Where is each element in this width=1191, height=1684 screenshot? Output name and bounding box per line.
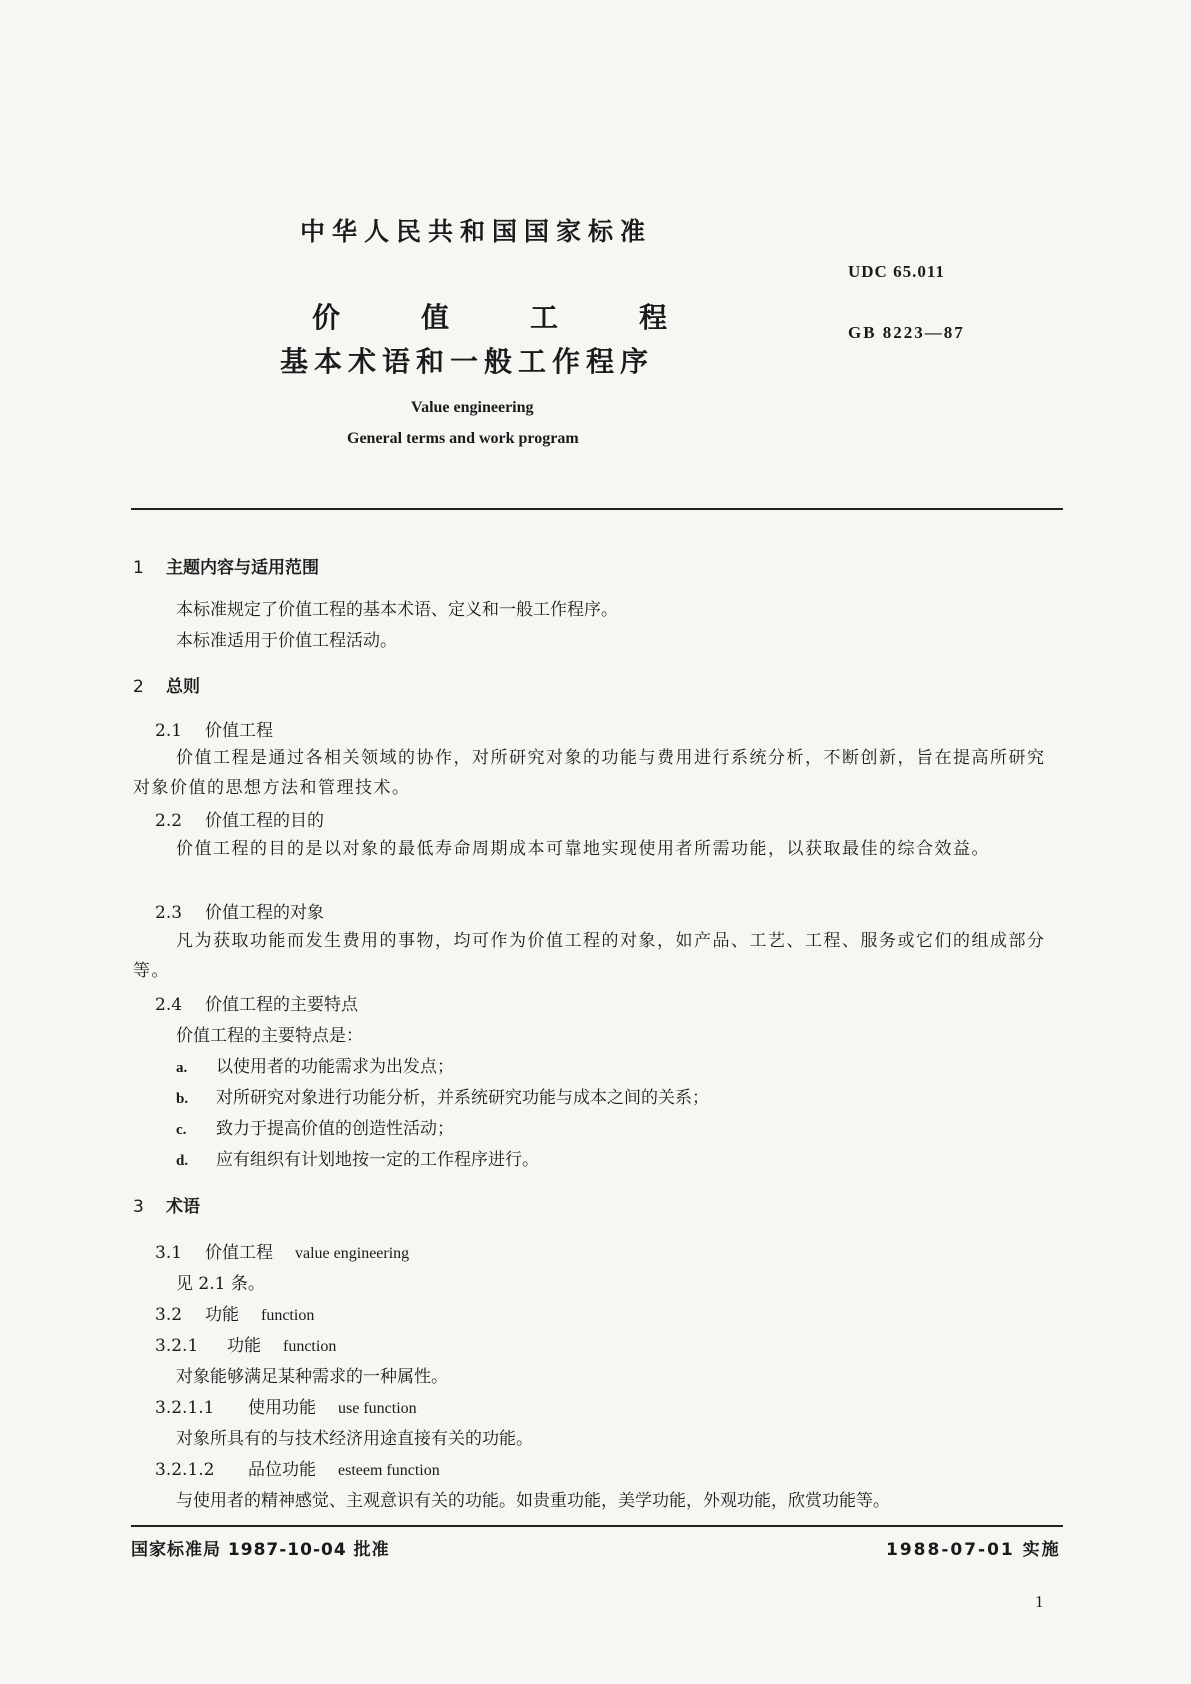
- subsection-title: 价值工程的主要特点: [205, 995, 358, 1015]
- national-standard-heading: 中华人民共和国国家标准: [300, 217, 653, 246]
- subsection-title: 价值工程的对象: [205, 903, 324, 923]
- term-3-2-1-1-body: 对象所具有的与技术经济用途直接有关的功能。: [176, 1429, 533, 1449]
- subsection-number: 2.4: [155, 995, 183, 1015]
- section-1-paragraph-2: 本标准适用于价值工程活动。: [176, 631, 397, 651]
- term-title: 品位功能: [248, 1460, 316, 1480]
- list-item: [176, 1052, 454, 1077]
- list-item-text: 致力于提高价值的创造性活动；: [216, 1119, 454, 1139]
- term-3-1-heading: [155, 1238, 409, 1263]
- list-item-text: 以使用者的功能需求为出发点；: [216, 1057, 454, 1077]
- section-title: 术语: [166, 1197, 200, 1217]
- list-item-label: c.: [176, 1122, 187, 1138]
- udc-code: UDC 65.011: [848, 262, 945, 281]
- term-3-1-body: 见 2.1 条。: [176, 1274, 265, 1294]
- term-title: 功能: [205, 1305, 239, 1325]
- subsection-2-1-heading: [155, 716, 273, 741]
- subsection-2-2-body: 价值工程的目的是以对象的最低寿命周期成本可靠地实现使用者所需功能，以获取最佳的综合效益。: [176, 839, 990, 859]
- list-item-label: a.: [176, 1060, 188, 1076]
- term-english: use function: [338, 1400, 417, 1417]
- term-3-2-1-heading: [155, 1331, 336, 1356]
- subsection-2-3-body: 凡为获取功能而发生费用的事物，均可作为价值工程的对象，如产品、工艺、工程、服务或它们的组成部分等。: [133, 931, 1046, 981]
- subsection-number: 2.3: [155, 903, 183, 923]
- effective-date: 1988-07-01 实施: [886, 1540, 1061, 1560]
- gb-code: GB 8223—87: [848, 323, 965, 342]
- page-number: 1: [1035, 1592, 1044, 1611]
- list-item-label: b.: [176, 1091, 189, 1107]
- subsection-title: 价值工程的目的: [205, 811, 324, 831]
- term-3-2-heading: [155, 1300, 314, 1325]
- list-item: [176, 1114, 454, 1139]
- section-number: 2: [133, 677, 144, 697]
- footer-divider: [131, 1525, 1063, 1527]
- term-english: value engineering: [295, 1245, 410, 1262]
- term-number: 3.2: [155, 1305, 183, 1325]
- english-title-2: General terms and work program: [347, 430, 579, 447]
- section-1-heading: [133, 553, 319, 578]
- title-char: 价: [312, 301, 341, 334]
- term-3-2-1-body: 对象能够满足某种需求的一种属性。: [176, 1367, 448, 1387]
- section-title: 总则: [166, 677, 200, 697]
- term-3-2-1-1-heading: [155, 1393, 417, 1418]
- list-item-text: 对所研究对象进行功能分析，并系统研究功能与成本之间的关系；: [216, 1088, 709, 1108]
- term-number: 3.2.1: [155, 1336, 199, 1356]
- term-title: 价值工程: [205, 1243, 273, 1263]
- subsection-2-1-body: 价值工程是通过各相关领域的协作，对所研究对象的功能与费用进行系统分析，不断创新，旨在提高所研究对象价值的思想方法和管理技术。: [133, 748, 1046, 798]
- term-title: 使用功能: [248, 1398, 316, 1418]
- term-number: 3.2.1.1: [155, 1398, 215, 1418]
- list-item-label: d.: [176, 1153, 189, 1169]
- list-item: [176, 1083, 709, 1108]
- list-item-text: 应有组织有计划地按一定的工作程序进行。: [216, 1150, 539, 1170]
- subsection-2-3-heading: [155, 898, 324, 923]
- header-divider: [131, 508, 1063, 510]
- term-title: 功能: [227, 1336, 261, 1356]
- subsection-2-4-intro: 价值工程的主要特点是：: [176, 1026, 363, 1046]
- list-item: [176, 1145, 539, 1170]
- title-char: 值: [420, 301, 449, 334]
- term-number: 3.2.1.2: [155, 1460, 215, 1480]
- english-title-1: Value engineering: [411, 399, 534, 416]
- document-title-line-1: [312, 296, 667, 336]
- section-title: 主题内容与适用范围: [166, 558, 319, 578]
- title-char: 工: [529, 301, 558, 334]
- section-number: 1: [133, 558, 144, 578]
- subsection-2-2-heading: [155, 806, 324, 831]
- document-title-line-2: 基本术语和一般工作程序: [280, 345, 655, 378]
- section-1-paragraph-1: 本标准规定了价值工程的基本术语、定义和一般工作程序。: [176, 600, 618, 620]
- title-char: 程: [638, 301, 667, 334]
- subsection-number: 2.2: [155, 811, 183, 831]
- term-english: function: [261, 1307, 315, 1324]
- section-3-heading: [133, 1192, 200, 1217]
- term-english: esteem function: [338, 1462, 440, 1479]
- term-number: 3.1: [155, 1243, 183, 1263]
- approval-date: 国家标准局 1987-10-04 批准: [131, 1540, 390, 1560]
- term-3-2-1-2-body: 与使用者的精神感觉、主观意识有关的功能。如贵重功能，美学功能，外观功能，欣赏功能等。: [176, 1491, 890, 1511]
- section-number: 3: [133, 1197, 144, 1217]
- subsection-2-4-heading: [155, 990, 358, 1015]
- term-english: function: [283, 1338, 337, 1355]
- term-3-2-1-2-heading: [155, 1455, 440, 1480]
- subsection-number: 2.1: [155, 721, 183, 741]
- section-2-heading: [133, 672, 200, 697]
- subsection-title: 价值工程: [205, 721, 273, 741]
